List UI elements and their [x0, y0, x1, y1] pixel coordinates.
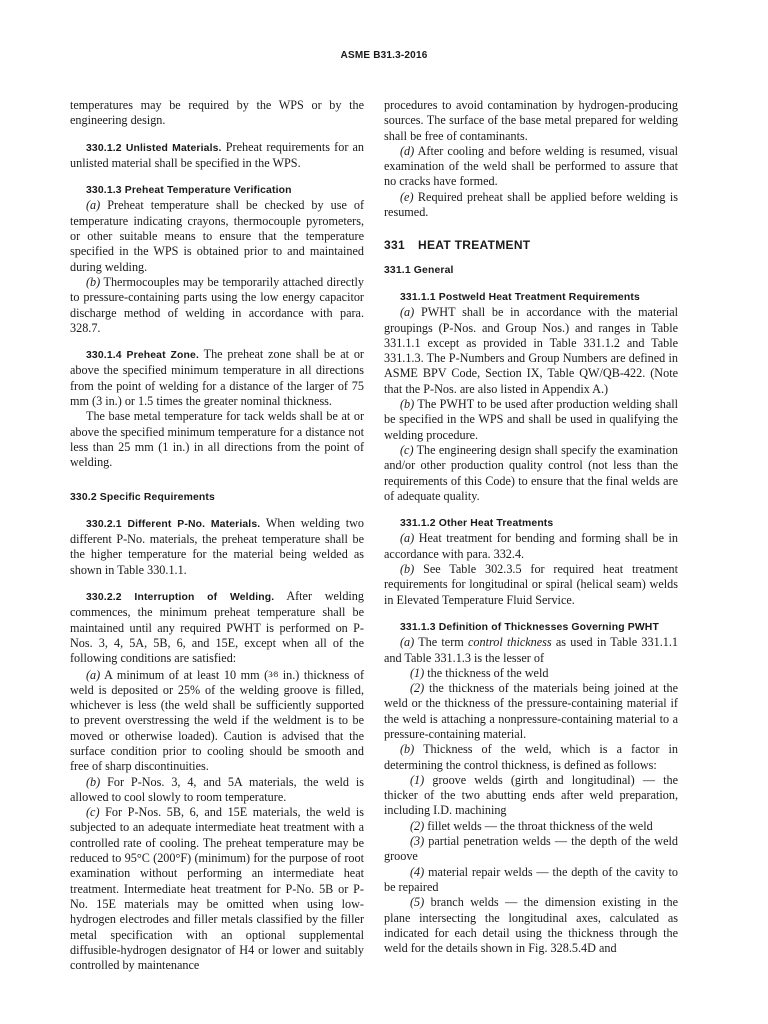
paragraph-330-2-1: 330.2.1 Different P-No. Materials. When welding two different P-No. materials, the preheat temperature shall be the higher temperature for the material being welded as shown in Table 330.1.1.	[70, 515, 364, 577]
paragraph: temperatures may be required by the WPS or by the engineering design.	[70, 98, 364, 128]
left-column	[70, 98, 364, 973]
list-item: (1) the thickness of the weld	[410, 665, 549, 680]
paragraph-331-1-1-b: (b) The PWHT to be used after production welding shall be specified in the WPS and shall be used in qualifying the welding procedure.	[384, 397, 679, 442]
heading-330-2: 330.2 Specific Requirements	[70, 491, 215, 503]
heading-330-1-2: 330.1.2 Unlisted Materials.	[86, 142, 222, 154]
running-header: ASME B31.3-2016	[340, 50, 428, 61]
section-heading-331: 331 HEAT TREATMENT	[384, 238, 531, 253]
paragraph-331-1-3-b: (b) Thickness of the weld, which is a factor in determining the control thickness, is defined as follows:	[384, 742, 679, 772]
list-item: (1) groove welds (girth and longitudinal) — the thicker of the two abutting ends after weld preparation, including I.D. machining	[384, 772, 679, 818]
heading-330-2-1: 330.2.1 Different P-No. Materials.	[86, 518, 261, 530]
paragraph-330-2-2-b: (b) For P-Nos. 3, 4, and 5A materials, the weld is allowed to cool slowly to room temperature.	[70, 774, 365, 804]
paragraph-331-1-3-a: (a) The term control thickness as used in Table 331.1.1 and Table 331.1.3 is the lesser of	[384, 635, 678, 665]
heading-331-1-2: 331.1.2 Other Heat Treatments	[400, 518, 554, 530]
heading-331-1-1: 331.1.1 Postweld Heat Treatment Requirements	[400, 291, 640, 303]
heading-331-1: 331.1 General	[384, 264, 454, 276]
paragraph-331-1-1-a: (a) PWHT shall be in accordance with the material groupings (P-Nos. and Group Nos.) and ranges in Table 331.1.1 except as provided in Table 331.1.2 and Table 331.1.3. The P-Numbers and Group Numbers are defined in ASME BPV Code, Section IX, Table QW/QB-422. (Note that the P-Nos. are also listed in Appendix A.)	[384, 305, 678, 396]
term-control-thickness: control thickness	[467, 635, 552, 650]
heading-330-1-4: 330.1.4 Preheat Zone.	[86, 350, 200, 362]
paragraph-331-1-2-a: (a) Heat treatment for bending and forming shall be in accordance with para. 332.4.	[384, 531, 678, 561]
paragraph-330-2-2: 330.2.2 Interruption of Welding. After welding commences, the minimum preheat temperature shall be maintained until any required PWHT is performed on P-Nos. 3, 4, 5A, 5B, 6, and 15E, except when all of the following conditions are satisfied:	[70, 589, 364, 666]
list-item: (3) partial penetration welds — the depth of the weld groove	[384, 834, 678, 864]
paragraph-330-1-2: 330.1.2 Unlisted Materials. Preheat requirements for an unlisted material shall be specified in the WPS.	[70, 139, 365, 170]
heading-330-1-3: 330.1.3 Preheat Temperature Verification	[86, 185, 292, 197]
paragraph-330-1-4: 330.1.4 Preheat Zone. The preheat zone shall be at or above the specified minimum temperature in all directions from the point of welding for a distance of the larger of 75 mm (3 in.) or 1.5 times the greater nominal thickness.	[70, 347, 364, 409]
paragraph-330-1-3-b: (b) Thermocouples may be temporarily attached directly to pressure-containing parts using the low energy capacitor discharge method of welding in accordance with para. 328.7.	[70, 274, 364, 335]
paragraph-330-1-3-a: (a) Preheat temperature shall be checked by use of temperature indicating crayons, thermocouple pyrometers, or other suitable means to ensure that the temperature specified in the WPS is obtained prior to and maintained during welding.	[70, 198, 365, 274]
list-item: (5) branch welds — the dimension existing in the plane intersecting the longitudinal axes, calculated as indicated for each detail using the thickness through the weld for the details shown in Fig. 328.5.4D and	[384, 895, 678, 956]
heading-331-1-3: 331.1.3 Definition of Thicknesses Governing PWHT	[400, 621, 659, 633]
paragraph-tack-welds: The base metal temperature for tack welds shall be at or above the specified minimum temperature for a distance not less than 25 mm (1 in.) in all directions from the point of welding.	[70, 409, 364, 470]
paragraph-331-1-1-c: (c) The engineering design shall specify the examination and/or other production quality control (not less than the requirements of this Code) to ensure that the final welds are of adequate quality.	[384, 442, 679, 503]
list-item: (2) fillet welds — the throat thickness of the weld	[410, 818, 653, 833]
paragraph-continued: procedures to avoid contamination by hydrogen-producing sources. The surface of the base metal prepared for welding shall be free of contaminants.	[384, 98, 678, 143]
heading-330-2-2: 330.2.2 Interruption of Welding.	[86, 592, 275, 604]
paragraph-330-2-2-d: (d) After cooling and before welding is resumed, visual examination of the weld shall be performed to assure that no cracks have formed.	[384, 143, 678, 189]
list-item: (4) material repair welds — the depth of the cavity to be repaired	[384, 864, 678, 894]
list-item: (2) the thickness of the materials being joined at the weld or the thickness of the pressure-containing material if the weld is attaching a nonpressure-containing material to a pressure-containing material.	[384, 681, 678, 741]
paragraph-330-2-2-a: (a) A minimum of at least 10 mm (3⁄8 in.) thickness of weld is deposited or 25% of the welding groove is filled, whichever is less (the weld shall be sufficiently supported to prevent overstressing the weld if the weldment is to be moved or otherwise loaded). Caution is advised that the surface condition prior to cooling should be smooth and free of sharp discontinuities.	[70, 667, 364, 774]
right-column	[384, 98, 678, 956]
paragraph-331-1-2-b: (b) See Table 302.3.5 for required heat treatment requirements for longitudinal or spiral (helical seam) welds in Elevated Temperature Fluid Service.	[384, 562, 679, 607]
paragraph-330-2-2-c: (c) For P-Nos. 5B, 6, and 15E materials, the weld is subjected to an adequate intermediate heat treatment with a controlled rate of cooling. The preheat temperature may be reduced to 95°C (200°F) (minimum) for the purpose of root examination without performing an intermediate heat treatment. Intermediate heat treatment for P-No. 5B or P-No. 15E materials may be omitted when using low-hydrogen electrodes and filler metals classified by the filler metal specification with an optional supplemental diffusible-hydrogen designator of H4 or lower and suitably controlled by maintenance	[70, 805, 365, 973]
paragraph-330-2-2-e: (e) Required preheat shall be applied before welding is resumed.	[384, 189, 679, 220]
